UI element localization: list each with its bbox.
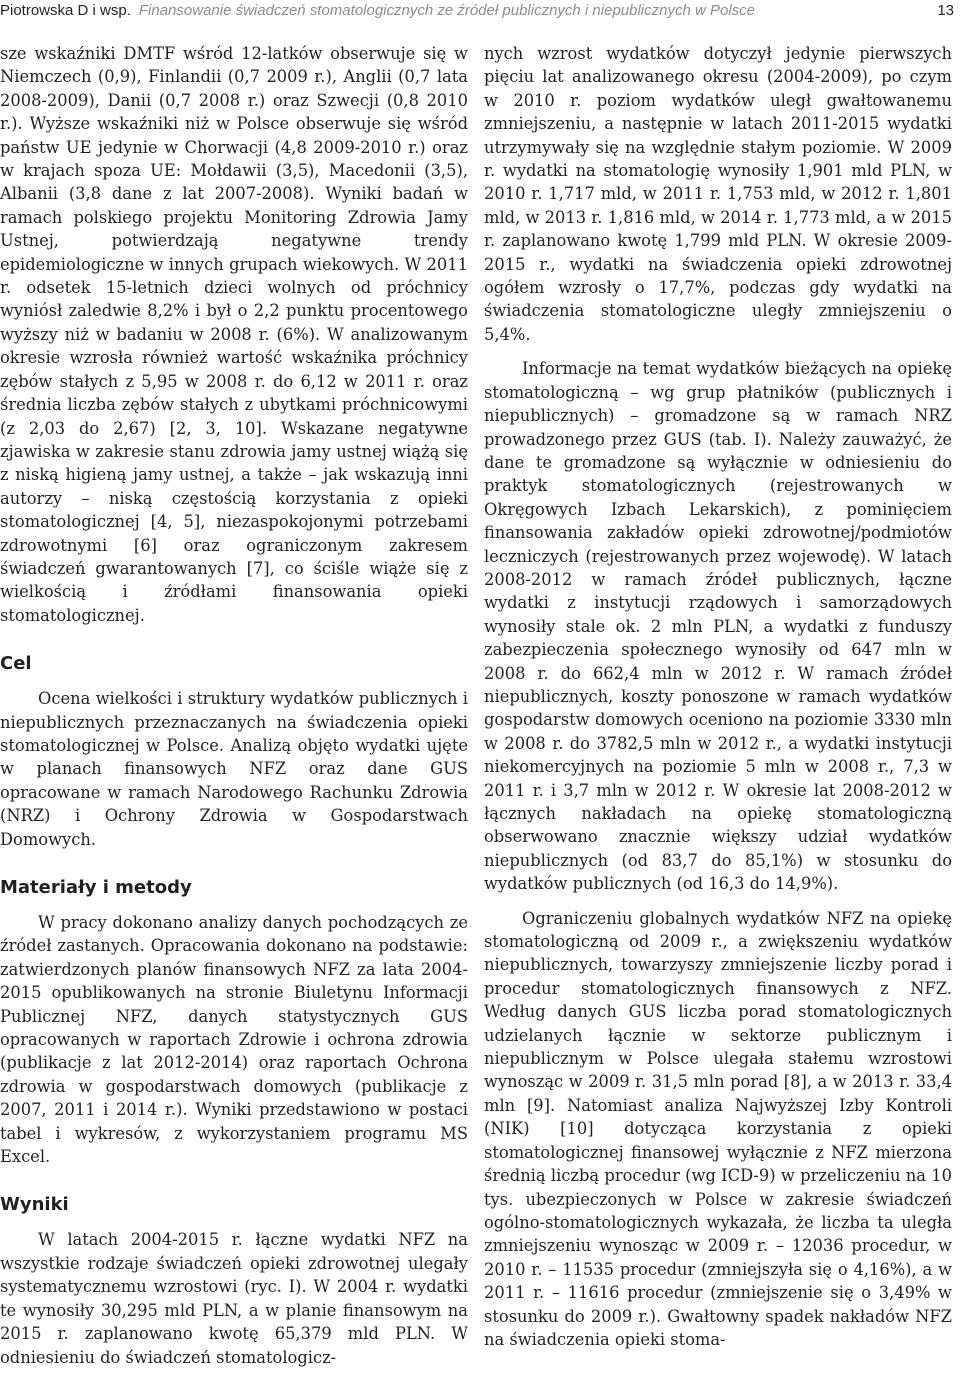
running-header bbox=[0, 0, 960, 22]
header-authors: Piotrowska D i wsp. bbox=[0, 2, 131, 19]
page-number: 13 bbox=[937, 2, 954, 19]
running-header-left bbox=[0, 2, 755, 20]
section-heading-cel: Cel bbox=[0, 653, 32, 675]
results-paragraph-2: Informacje na temat wydatków bieżących na opiekę stomatologiczną – wg grup płatników (publicznych i niepublicznych) – gromadzone są w ramach NRZ prowadzonego przez GUS (tab. I). Należy zauważyć, że dane te gromadzone są wyłącznie w odniesieniu do praktyk stomatologicznych (rejestrowanych w Okręgowych Izbach Lekarskich), z pominięciem finansowania zakładów opieki zdrowotnej/podmiotów leczniczych (rejestrowanych przez wojewodę). W latach 2008-2012 w ramach źródeł publicznych, łączne wydatki z instytucji rządowych i samorządowych wynosiły stale ok. 2 mln PLN, a wydatki z funduszy zabezpieczenia społecznego wynosiły od 647 mln w 2008 r. do 662,4 mln w 2012 r. W ramach źródeł niepublicznych, koszty ponoszone w ramach wydatków gospodarstw domowych oceniono na poziomie 3330 mln w 2008 r. do 3782,5 mln w 2012 r., a wydatki instytucji niekomercyjnych na poziomie 5 mln w 2008 r., 7,3 w 2011 r. i 3,7 mln w 2012 r. W okresie lat 2008-2012 w łącznych nakładach na opiekę stomatologiczną obserwowano znacznie większy udział wydatków niepublicznych (od 83,7 do 85,1%) w stosunku do wydatków publicznych (od 16,3 do 14,9%). bbox=[484, 359, 952, 894]
intro-paragraph: sze wskaźniki DMTF wśród 12-latków obserwuje się w Niemczech (0,9), Finlandii (0,7 2009 r.), Anglii (0,7 lata 2008-2009), Danii (0,7 2008 r.) oraz Szwecji (0,8 2010 r.). Wyższe wskaźniki niż w Polsce obserwuje się wśród państw UE jedynie w Chorwacji (4,8 2009-2010 r.) oraz w krajach spoza UE: Mołdawii (3,5), Macedonii (3,5), Albanii (3,8 dane z lat 2007-2008). Wyniki badań w ramach polskiego projektu Monitoring Zdrowia Jamy Ustnej, potwierdzają negatywne trendy epidemiologiczne w innych grupach wiekowych. W 2011 r. odsetek 15-letnich dzieci wolnych od próchnicy wyniósł zaledwie 8,2% i był o 2,2 punktu procentowego wyższy niż w badaniu w 2008 r. (6%). W analizowanym okresie wzrosła również wartość wskaźnika próchnicy zębów stałych z 5,95 w 2008 r. do 6,12 w 2011 r. oraz średnia liczba zębów stałych z ubytkami próchnicowymi (z 2,03 do 2,67) [2, 3, 10]. Wskazane negatywne zjawiska w zakresie stanu zdrowia jamy ustnej wiążą się z niską higieną jamy ustnej, a także – jak wskazują inni autorzy – niską częstością korzystania z opieki stomatologicznej [4, 5], niezaspokojonymi potrzebami zdrowotnymi [6] oraz ograniczonym zakresem świadczeń gwarantowanych [7], co ściśle wiąże się z wielkością i źródłami finansowania opieki stomatologicznej. bbox=[0, 44, 468, 625]
header-article-title: Finansowanie świadczeń stomatologicznych ze źródeł publicznych i niepublicznych w Polsce bbox=[138, 2, 756, 19]
section-heading-wyniki: Wyniki bbox=[0, 1194, 69, 1216]
results-paragraph-1: nych wzrost wydatków dotyczył jedynie pierwszych pięciu lat analizowanego okresu (2004-2009), po czym w 2010 r. poziom wydatków uległ gwałtowanemu zmniejszeniu, a następnie w latach 2011-2015 wydatki utrzymywały się na względnie stałym poziomie. W 2009 r. wydatki na stomatologię wynosiły 1,901 mld PLN, w 2010 r. 1,717 mld, w 2011 r. 1,753 mld, w 2012 r. 1,801 mld, w 2013 r. 1,816 mld, w 2014 r. 1,773 mld, a w 2015 r. zaplanowano kwotę 1,799 mld PLN. W okresie 2009-2015 r., wydatki na świadczenia opieki zdrowotnej ogółem wzrosły o 17,7%, podczas gdy wydatki na świadczenia stomatologiczne uległy zmniejszeniu o 5,4%. bbox=[484, 44, 952, 344]
results-paragraph-3: Ograniczeniu globalnych wydatków NFZ na opiekę stomatologiczną od 2009 r., a zwiększeniu wydatków niepublicznych, towarzyszy zmniejszenie liczby porad i procedur stomatologicznych finansowych z NFZ. Według danych GUS liczba porad stomatologicznych udzielanych łącznie w sektorze publicznym i niepublicznym w Polsce ulegała stałemu wzrostowi wynosząc w 2009 r. 31,5 mln porad [8], a w 2013 r. 33,4 mln [9]. Natomiast analiza Najwyższej Izby Kontroli (NIK) [10] dotycząca korzystania z opieki stomatologicznej finansowej wyłącznie z NFZ mierzona średnią liczbą procedur (wg ICD-9) w przeliczeniu na 10 tys. ubezpieczonych w Polsce w zakresie świadczeń ogólno-stomatologicznych wykazała, że liczba ta uległa zmniejszeniu wynosząc w 2009 r. – 12036 procedur, w 2010 r. – 11535 procedur (zmniejszyła się o 4,16%), a w 2011 r. – 11616 procedur (zmniejszenie się o 3,49% w stosunku do 2009 r.). Gwałtowny spadek nakładów NFZ na świadczenia opieki stoma- bbox=[484, 908, 952, 1349]
wyniki-paragraph: W latach 2004-2015 r. łączne wydatki NFZ na wszystkie rodzaje świadczeń opieki zdrowotnej ulegały systematycznemu wzrostowi (ryc. I). W 2004 r. wydatki te wynosiły 30,295 mld PLN, a w planie finansowym na 2015 r. zaplanowano kwotę 65,379 mld PLN. W odniesieniu do świadczeń stomatologicz- bbox=[0, 1230, 468, 1367]
left-column bbox=[0, 42, 468, 1369]
right-column bbox=[484, 42, 952, 1351]
section-heading-materialy-i-metody: Materiały i metody bbox=[0, 877, 192, 898]
cel-paragraph: Ocena wielkości i struktury wydatków publicznych i niepublicznych przeznaczanych na świadczenia opieki stomatologicznej w Polsce. Analizą objęto wydatki ujęte w planach finansowych NFZ oraz dane GUS opracowane w ramach Narodowego Rachunku Zdrowia (NRZ) i Ochrony Zdrowia w Gospodarstwach Domowych. bbox=[0, 689, 468, 849]
metody-paragraph: W pracy dokonano analizy danych pochodzących ze źródeł zastanych. Opracowania dokonano na podstawie: zatwierdzonych planów finansowych NFZ za lata 2004-2015 opublikowanych na stronie Biuletynu Informacji Publicznej NFZ, danych statystycznych GUS opracowanych w raportach Zdrowie i ochrona zdrowia (publikacje z lat 2012-2014) oraz raportach Ochrona zdrowia w gospodarstwach domowych (publikacje z 2007, 2011 i 2014 r.). Wyniki przedstawiono w postaci tabel i wykresów, z wykorzystaniem programu MS Excel. bbox=[0, 913, 468, 1167]
